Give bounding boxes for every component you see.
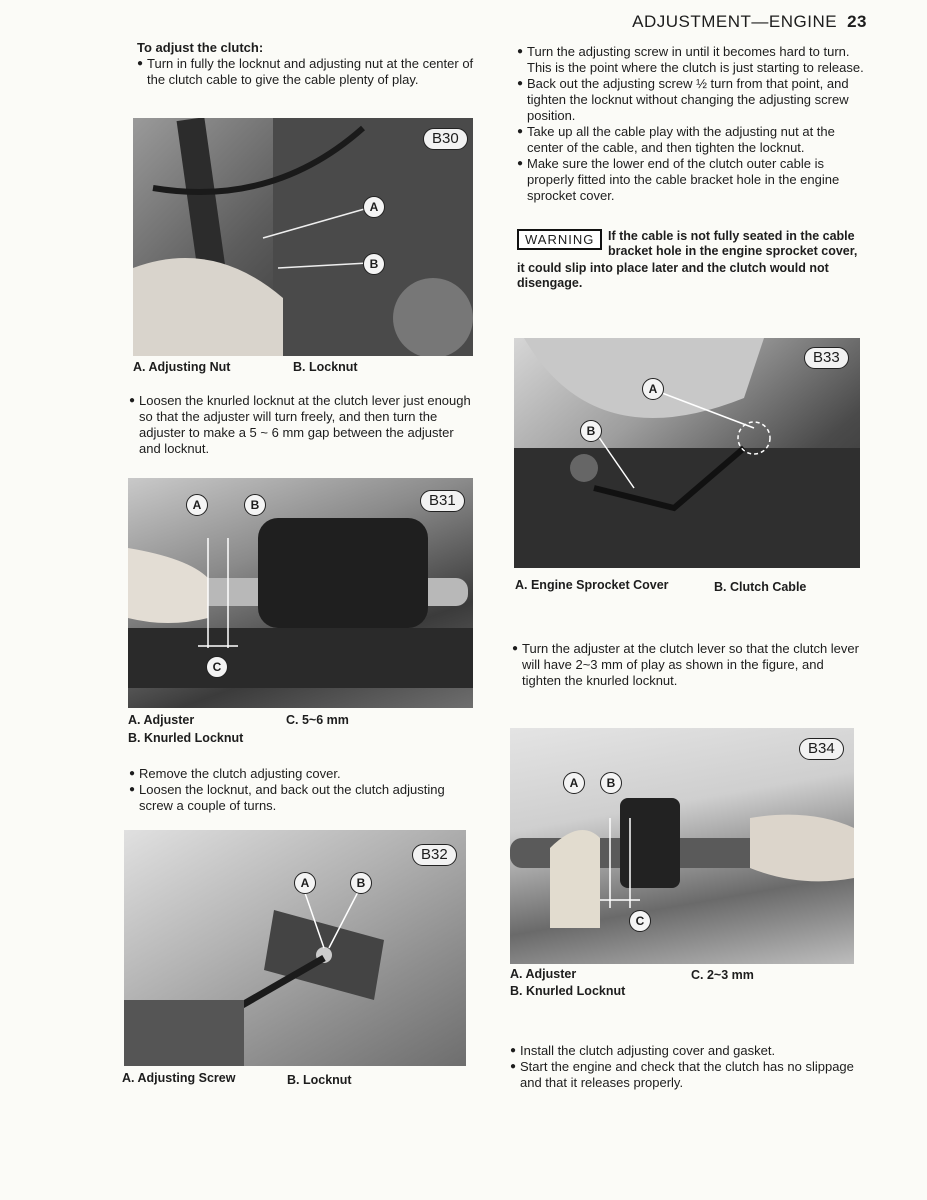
step-9 bbox=[512, 641, 864, 689]
figure-b34-callout-c: C bbox=[629, 910, 651, 932]
figure-b32-tag: B32 bbox=[412, 844, 457, 866]
figure-b30-caption-a: A. Adjusting Nut bbox=[133, 360, 231, 374]
procedure-heading: To adjust the clutch: bbox=[137, 40, 264, 55]
figure-b32-callout-a: A bbox=[294, 872, 316, 894]
figure-b31-photo bbox=[128, 478, 473, 708]
warning-label: WARNING bbox=[517, 229, 602, 250]
figure-b32-callout-b: B bbox=[350, 872, 372, 894]
step-1 bbox=[137, 56, 480, 88]
figure-b31-callout-c: C bbox=[206, 656, 228, 678]
figure-b30-tag: B30 bbox=[423, 128, 468, 150]
figure-b32-photo bbox=[124, 830, 466, 1066]
figure-b31-callout-a: A bbox=[186, 494, 208, 516]
figure-b34-callout-a: A bbox=[563, 772, 585, 794]
right-steps bbox=[517, 44, 865, 204]
figure-b31-caption-b: B. Knurled Locknut bbox=[128, 731, 244, 745]
step-2 bbox=[129, 393, 476, 457]
section-title: ADJUSTMENT—ENGINE bbox=[632, 12, 838, 31]
warning-line-1: If the cable is not fully seated in the cable bbox=[608, 229, 855, 243]
figure-b30-callout-b: B bbox=[363, 253, 385, 275]
figure-b30-photo bbox=[133, 118, 473, 356]
figure-b34-tag: B34 bbox=[799, 738, 844, 760]
step-11-text: ● Start the engine and check that the clutch has no slippage and that it releases properly. bbox=[510, 1059, 860, 1091]
figure-b33-photo bbox=[514, 338, 860, 568]
page-header bbox=[632, 12, 867, 32]
figure-b30-callout-a: A bbox=[363, 196, 385, 218]
step-4 bbox=[129, 782, 474, 814]
step-5-text: ● Turn the adjusting screw in until it becomes hard to turn. This is the point where the clutch is just starting to release. bbox=[517, 44, 865, 76]
figure-b34-photo bbox=[510, 728, 854, 964]
step-4-text: ● Loosen the locknut, and back out the clutch adjusting screw a couple of turns. bbox=[129, 782, 474, 814]
figure-b30-caption-b: B. Locknut bbox=[293, 360, 358, 374]
figure-b31-callout-b: B bbox=[244, 494, 266, 516]
warning-text-top bbox=[608, 229, 863, 259]
figure-b33-tag: B33 bbox=[804, 347, 849, 369]
step-3-text: ● Remove the clutch adjusting cover. bbox=[129, 766, 474, 782]
step-2-text: ● Loosen the knurled locknut at the clutch lever just enough so that the adjuster will turn freely, and then turn the adjuster to make a 5 ~ 6 mm gap between the adjuster and locknut. bbox=[129, 393, 476, 457]
figure-b34-caption-b: B. Knurled Locknut bbox=[510, 984, 626, 998]
step-3 bbox=[129, 766, 474, 782]
figure-b34-caption-c: C. 2~3 mm bbox=[691, 968, 754, 982]
step-1-text: ● Turn in fully the locknut and adjusting nut at the center of the clutch cable to give the cable plenty of play. bbox=[137, 56, 480, 88]
page-number: 23 bbox=[847, 12, 867, 31]
figure-b32-caption-a: A. Adjusting Screw bbox=[122, 1071, 236, 1085]
warning-line-3: it could slip into place later and the clutch would not disengage. bbox=[517, 261, 829, 290]
figure-b31-tag: B31 bbox=[420, 490, 465, 512]
figure-b31-caption-a: A. Adjuster bbox=[128, 713, 195, 727]
figure-b33-callout-b: B bbox=[580, 420, 602, 442]
figure-b33-callout-a: A bbox=[642, 378, 664, 400]
figure-b33-caption-a: A. Engine Sprocket Cover bbox=[515, 578, 669, 592]
figure-b34-callout-b: B bbox=[600, 772, 622, 794]
figure-b32-caption-b: B. Locknut bbox=[287, 1073, 352, 1087]
warning-line-2: bracket hole in the engine sprocket cover, bbox=[608, 244, 858, 258]
step-9-text: ● Turn the adjuster at the clutch lever so that the clutch lever will have 2~3 mm of play as shown in the figure, and tighten the knurled locknut. bbox=[512, 641, 864, 689]
step-6-text: ● Back out the adjusting screw ½ turn from that point, and tighten the locknut without changing the adjusting screw position. bbox=[517, 76, 865, 124]
figure-b33-caption-b: B. Clutch Cable bbox=[714, 580, 807, 594]
final-steps bbox=[510, 1043, 860, 1091]
step-8-text: ● Make sure the lower end of the clutch outer cable is properly fitted into the cable bracket hole in the engine sprocket cover. bbox=[517, 156, 865, 204]
step-10-text: ● Install the clutch adjusting cover and gasket. bbox=[510, 1043, 860, 1059]
figure-b34-caption-a: A. Adjuster bbox=[510, 967, 577, 981]
figure-b31-caption-c: C. 5~6 mm bbox=[286, 713, 349, 727]
step-7-text: ● Take up all the cable play with the adjusting nut at the center of the cable, and then tighten the locknut. bbox=[517, 124, 865, 156]
